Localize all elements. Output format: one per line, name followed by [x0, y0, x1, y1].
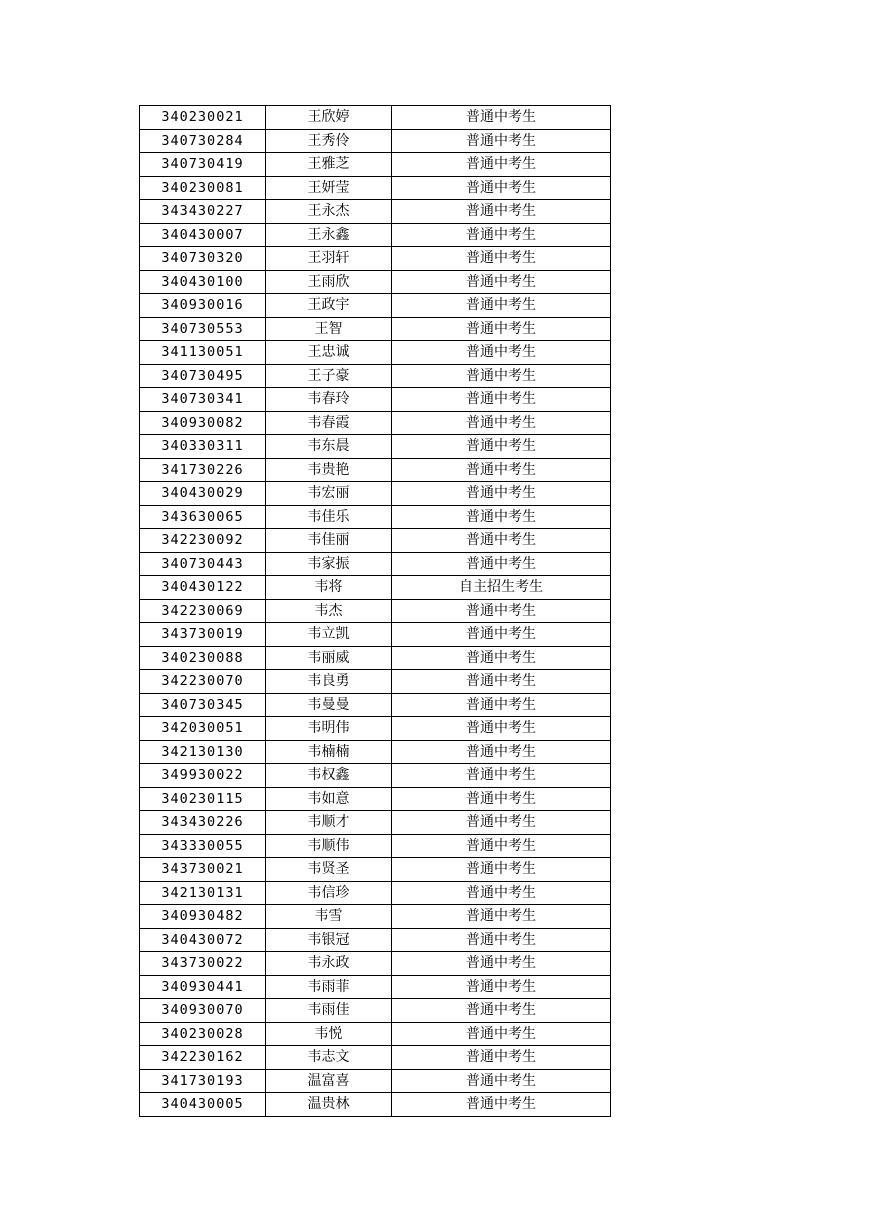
candidate-name-cell: 温富喜 — [266, 1069, 392, 1093]
table-row — [140, 717, 611, 741]
table-row — [140, 999, 611, 1023]
candidate-type-cell: 普通中考生 — [392, 153, 611, 177]
candidate-type-cell: 普通中考生 — [392, 247, 611, 271]
candidate-type-cell: 普通中考生 — [392, 623, 611, 647]
candidate-id-cell: 342230069 — [140, 599, 266, 623]
candidate-table-body — [140, 106, 611, 1117]
table-row — [140, 247, 611, 271]
candidate-type-cell: 普通中考生 — [392, 811, 611, 835]
candidate-name-cell: 王忠诚 — [266, 341, 392, 365]
candidate-name-cell: 韦佳乐 — [266, 505, 392, 529]
table-row — [140, 1069, 611, 1093]
candidate-id-cell: 341730226 — [140, 458, 266, 482]
candidate-type-cell: 普通中考生 — [392, 646, 611, 670]
candidate-name-cell: 韦银冠 — [266, 928, 392, 952]
candidate-name-cell: 韦春玲 — [266, 388, 392, 412]
candidate-type-cell: 普通中考生 — [392, 458, 611, 482]
candidate-type-cell: 普通中考生 — [392, 270, 611, 294]
candidate-id-cell: 340230021 — [140, 106, 266, 130]
table-row — [140, 646, 611, 670]
candidate-id-cell: 342130130 — [140, 740, 266, 764]
candidate-id-cell: 340430122 — [140, 576, 266, 600]
table-row — [140, 552, 611, 576]
candidate-name-cell: 韦立凯 — [266, 623, 392, 647]
candidate-type-cell: 普通中考生 — [392, 341, 611, 365]
candidate-id-cell: 340430007 — [140, 223, 266, 247]
table-row — [140, 482, 611, 506]
candidate-id-cell: 343330055 — [140, 834, 266, 858]
candidate-type-cell: 自主招生考生 — [392, 576, 611, 600]
candidate-name-cell: 韦雨菲 — [266, 975, 392, 999]
candidate-name-cell: 韦楠楠 — [266, 740, 392, 764]
candidate-id-cell: 340430100 — [140, 270, 266, 294]
candidate-name-cell: 王子豪 — [266, 364, 392, 388]
candidate-name-cell: 韦顺才 — [266, 811, 392, 835]
candidate-type-cell: 普通中考生 — [392, 1069, 611, 1093]
candidate-id-cell: 343730019 — [140, 623, 266, 647]
table-row — [140, 317, 611, 341]
candidate-name-cell: 韦贤圣 — [266, 858, 392, 882]
candidate-name-cell: 韦志文 — [266, 1046, 392, 1070]
candidate-name-cell: 王秀伶 — [266, 129, 392, 153]
candidate-name-cell: 韦宏丽 — [266, 482, 392, 506]
table-row — [140, 858, 611, 882]
candidate-id-cell: 340730419 — [140, 153, 266, 177]
table-row — [140, 905, 611, 929]
candidate-name-cell: 王羽轩 — [266, 247, 392, 271]
candidate-id-cell: 343630065 — [140, 505, 266, 529]
candidate-name-cell: 韦信珍 — [266, 881, 392, 905]
candidate-type-cell: 普通中考生 — [392, 294, 611, 318]
table-row — [140, 106, 611, 130]
candidate-type-cell: 普通中考生 — [392, 905, 611, 929]
candidate-id-cell: 343430226 — [140, 811, 266, 835]
candidate-name-cell: 韦永政 — [266, 952, 392, 976]
table-row — [140, 693, 611, 717]
candidate-name-cell: 王雨欣 — [266, 270, 392, 294]
candidate-id-cell: 340330311 — [140, 435, 266, 459]
candidate-type-cell: 普通中考生 — [392, 411, 611, 435]
table-row — [140, 599, 611, 623]
table-row — [140, 294, 611, 318]
candidate-name-cell: 王雅芝 — [266, 153, 392, 177]
table-row — [140, 458, 611, 482]
table-row — [140, 341, 611, 365]
candidate-name-cell: 韦如意 — [266, 787, 392, 811]
candidate-id-cell: 340730345 — [140, 693, 266, 717]
candidate-type-cell: 普通中考生 — [392, 176, 611, 200]
candidate-id-cell: 342130131 — [140, 881, 266, 905]
candidate-type-cell: 普通中考生 — [392, 952, 611, 976]
table-row — [140, 1046, 611, 1070]
candidate-id-cell: 343730021 — [140, 858, 266, 882]
candidate-type-cell: 普通中考生 — [392, 388, 611, 412]
table-row — [140, 740, 611, 764]
candidate-type-cell: 普通中考生 — [392, 999, 611, 1023]
candidate-type-cell: 普通中考生 — [392, 435, 611, 459]
candidate-id-cell: 340230115 — [140, 787, 266, 811]
candidate-id-cell: 340430029 — [140, 482, 266, 506]
table-row — [140, 505, 611, 529]
table-row — [140, 129, 611, 153]
candidate-type-cell: 普通中考生 — [392, 975, 611, 999]
candidate-type-cell: 普通中考生 — [392, 200, 611, 224]
candidate-name-cell: 韦雪 — [266, 905, 392, 929]
candidate-name-cell: 王智 — [266, 317, 392, 341]
candidate-type-cell: 普通中考生 — [392, 529, 611, 553]
candidate-id-cell: 340930016 — [140, 294, 266, 318]
candidate-type-cell: 普通中考生 — [392, 740, 611, 764]
table-row — [140, 411, 611, 435]
candidate-id-cell: 340230028 — [140, 1022, 266, 1046]
candidate-name-cell: 王政宇 — [266, 294, 392, 318]
candidate-name-cell: 韦家振 — [266, 552, 392, 576]
candidate-type-cell: 普通中考生 — [392, 482, 611, 506]
candidate-type-cell: 普通中考生 — [392, 129, 611, 153]
candidate-type-cell: 普通中考生 — [392, 834, 611, 858]
table-row — [140, 670, 611, 694]
candidate-id-cell: 342230070 — [140, 670, 266, 694]
table-row — [140, 1022, 611, 1046]
candidate-id-cell: 340930482 — [140, 905, 266, 929]
table-row — [140, 223, 611, 247]
candidate-type-cell: 普通中考生 — [392, 787, 611, 811]
table-row — [140, 435, 611, 459]
candidate-type-cell: 普通中考生 — [392, 858, 611, 882]
candidate-id-cell: 340730284 — [140, 129, 266, 153]
candidate-id-cell: 340230088 — [140, 646, 266, 670]
candidate-id-cell: 340730320 — [140, 247, 266, 271]
candidate-name-cell: 韦杰 — [266, 599, 392, 623]
candidate-id-cell: 340430072 — [140, 928, 266, 952]
candidate-id-cell: 340730341 — [140, 388, 266, 412]
candidate-type-cell: 普通中考生 — [392, 552, 611, 576]
candidate-id-cell: 340430005 — [140, 1093, 266, 1117]
candidate-name-cell: 韦春霞 — [266, 411, 392, 435]
candidate-name-cell: 韦顺伟 — [266, 834, 392, 858]
candidate-type-cell: 普通中考生 — [392, 599, 611, 623]
candidate-type-cell: 普通中考生 — [392, 364, 611, 388]
table-row — [140, 529, 611, 553]
table-row — [140, 928, 611, 952]
candidate-type-cell: 普通中考生 — [392, 1046, 611, 1070]
table-row — [140, 975, 611, 999]
candidate-name-cell: 王永鑫 — [266, 223, 392, 247]
candidate-id-cell: 341730193 — [140, 1069, 266, 1093]
candidate-type-cell: 普通中考生 — [392, 317, 611, 341]
candidate-name-cell: 韦佳丽 — [266, 529, 392, 553]
candidate-type-cell: 普通中考生 — [392, 1022, 611, 1046]
candidate-name-cell: 韦曼曼 — [266, 693, 392, 717]
candidate-type-cell: 普通中考生 — [392, 717, 611, 741]
table-row — [140, 787, 611, 811]
candidate-type-cell: 普通中考生 — [392, 106, 611, 130]
candidate-name-cell: 韦雨佳 — [266, 999, 392, 1023]
table-row — [140, 270, 611, 294]
candidate-name-cell: 温贵林 — [266, 1093, 392, 1117]
candidate-name-cell: 韦贵艳 — [266, 458, 392, 482]
table-row — [140, 623, 611, 647]
candidate-name-cell: 王欣婷 — [266, 106, 392, 130]
table-row — [140, 834, 611, 858]
candidate-name-cell: 韦良勇 — [266, 670, 392, 694]
table-row — [140, 200, 611, 224]
candidate-id-cell: 340730443 — [140, 552, 266, 576]
candidate-id-cell: 343430227 — [140, 200, 266, 224]
candidate-id-cell: 340930082 — [140, 411, 266, 435]
candidate-id-cell: 340930070 — [140, 999, 266, 1023]
candidate-id-cell: 340730495 — [140, 364, 266, 388]
table-row — [140, 176, 611, 200]
candidate-type-cell: 普通中考生 — [392, 1093, 611, 1117]
candidate-table — [139, 105, 611, 1117]
candidate-type-cell: 普通中考生 — [392, 670, 611, 694]
table-row — [140, 811, 611, 835]
table-row — [140, 881, 611, 905]
table-row — [140, 576, 611, 600]
candidate-type-cell: 普通中考生 — [392, 764, 611, 788]
candidate-id-cell: 340930441 — [140, 975, 266, 999]
table-row — [140, 388, 611, 412]
table-row — [140, 153, 611, 177]
candidate-name-cell: 韦丽威 — [266, 646, 392, 670]
candidate-name-cell: 王妍莹 — [266, 176, 392, 200]
candidate-id-cell: 342230162 — [140, 1046, 266, 1070]
candidate-type-cell: 普通中考生 — [392, 693, 611, 717]
candidate-id-cell: 340230081 — [140, 176, 266, 200]
candidate-name-cell: 韦悦 — [266, 1022, 392, 1046]
candidate-id-cell: 342230092 — [140, 529, 266, 553]
table-row — [140, 1093, 611, 1117]
candidate-id-cell: 341130051 — [140, 341, 266, 365]
candidate-name-cell: 韦明伟 — [266, 717, 392, 741]
table-row — [140, 364, 611, 388]
candidate-type-cell: 普通中考生 — [392, 881, 611, 905]
table-row — [140, 952, 611, 976]
candidate-type-cell: 普通中考生 — [392, 928, 611, 952]
candidate-type-cell: 普通中考生 — [392, 505, 611, 529]
candidate-id-cell: 342030051 — [140, 717, 266, 741]
candidate-name-cell: 韦东晨 — [266, 435, 392, 459]
candidate-id-cell: 349930022 — [140, 764, 266, 788]
table-row — [140, 764, 611, 788]
candidate-id-cell: 343730022 — [140, 952, 266, 976]
candidate-id-cell: 340730553 — [140, 317, 266, 341]
candidate-type-cell: 普通中考生 — [392, 223, 611, 247]
candidate-name-cell: 王永杰 — [266, 200, 392, 224]
candidate-name-cell: 韦权鑫 — [266, 764, 392, 788]
candidate-name-cell: 韦将 — [266, 576, 392, 600]
